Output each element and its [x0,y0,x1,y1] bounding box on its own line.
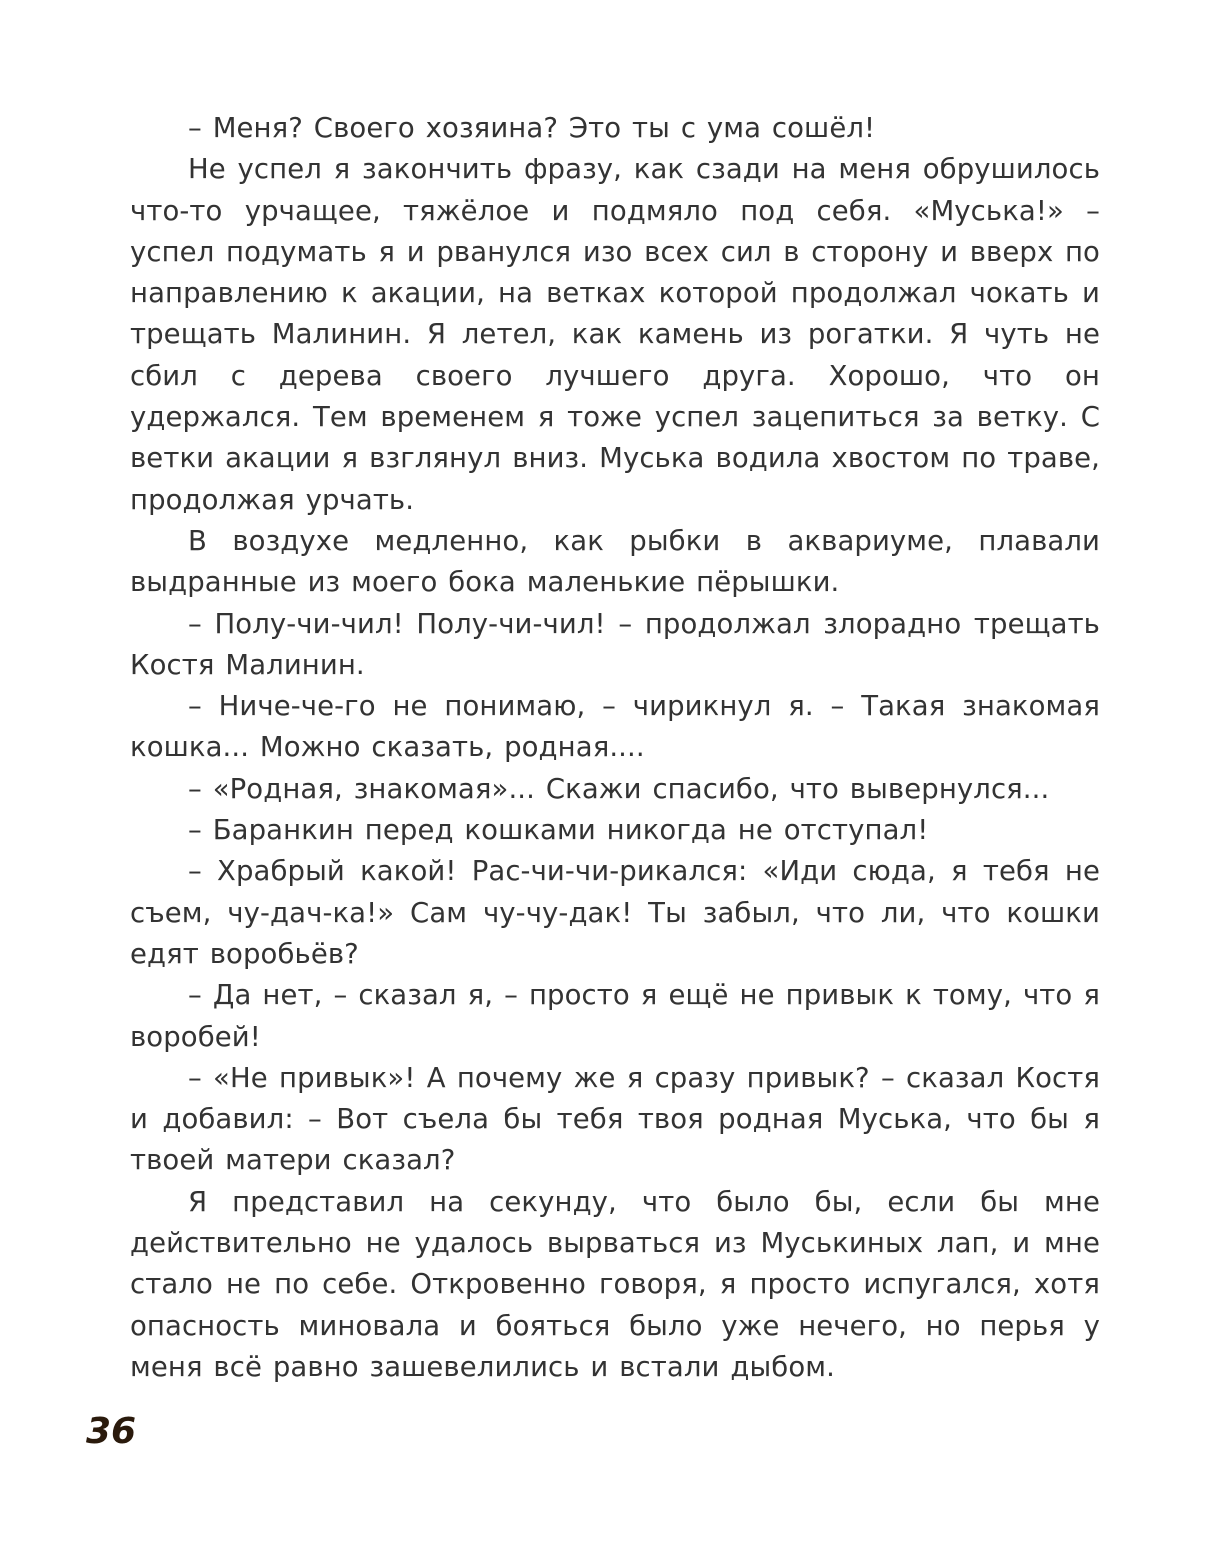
page-number: 36 [86,1411,137,1452]
paragraph: – Храбрый какой! Рас-чи-чи-рикался: «Иди сюда, я тебя не съем, чу-дач-ка!» Сам чу-чу-дак! Ты забыл, что ли, что кошки едят воробьёв? [130,855,1100,970]
body-text [130,108,1100,1388]
paragraph: – Баранкин перед кошками никогда не отступал! [188,814,929,847]
paragraph: Я представил на секунду, что было бы, если бы мне действительно не удалось вырваться из Муськиных лап, и мне стало не по себе. Откровенно говоря, я просто испугался, хотя опасность миновала и бояться было уже нечего, но перья у меня всё равно зашевелились и встали дыбом. [130,1185,1100,1383]
paragraph: – Ниче-че-го не понимаю, – чирикнул я. – Такая знакомая кошка... Можно сказать, родная.... [130,690,1100,764]
paragraph: Не успел я закончить фразу, как сзади на меня обрушилось что-то урчащее, тяжёлое и подмяло под себя. «Муська!» – успел подумать я и рванулся изо всех сил в сторону и вверх по направлению к акации, на ветках которой продолжал чокать и трещать Малинин. Я летел, как камень из рогатки. Я чуть не сбил с дерева своего лучшего друга. Хорошо, что он удержался. Тем временем я тоже успел зацепиться за ветку. С ветки акации я взглянул вниз. Муська водила хвостом по траве, продолжая урчать. [130,153,1100,516]
paragraph: – «Не привык»! А почему же я сразу привык? – сказал Костя и добавил: – Вот съела бы тебя твоя родная Муська, что бы я твоей матери сказал? [130,1061,1100,1177]
paragraph: – «Родная, знакомая»... Скажи спасибо, что вывернулся... [188,772,1050,805]
paragraph: – Да нет, – сказал я, – просто я ещё не привык к тому, что я воробей! [130,979,1100,1053]
paragraph: – Полу-чи-чил! Полу-чи-чил! – продолжал злорадно трещать Костя Малинин. [130,607,1100,681]
paragraph: В воздухе медленно, как рыбки в аквариуме, плавали выдранные из моего бока маленькие пёрышки. [130,524,1100,599]
paragraph: – Меня? Своего хозяина? Это ты с ума сошёл! [188,112,876,144]
